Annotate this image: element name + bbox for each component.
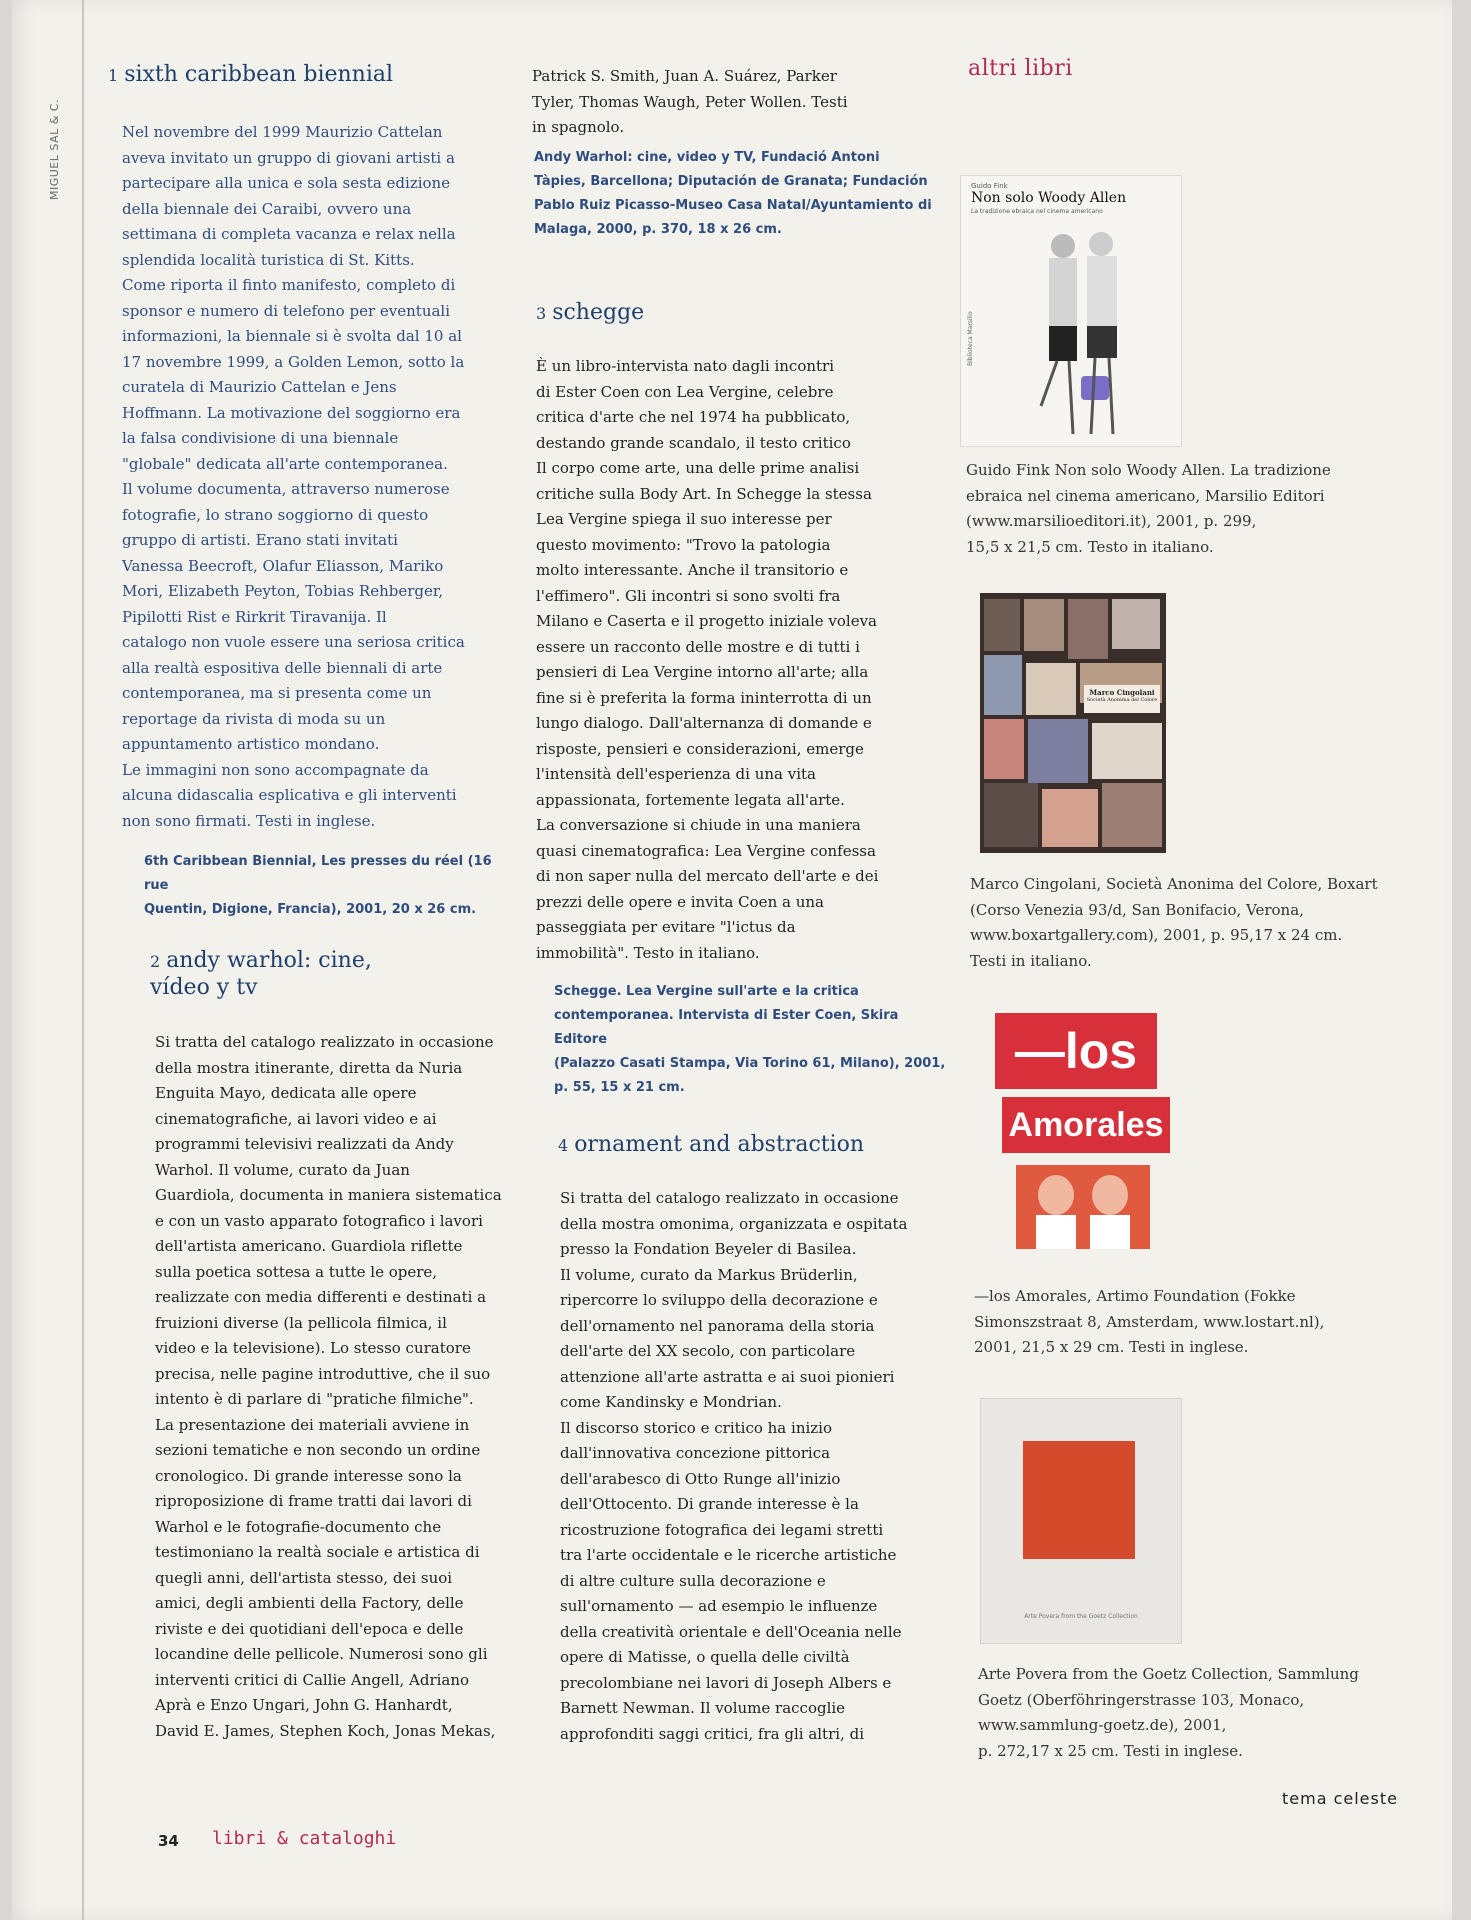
text-line: Guardiola, documenta in maniera sistematica <box>155 1186 502 1204</box>
text-line: e con un vasto apparato fotografico i lavori <box>155 1211 483 1230</box>
caption-line: 2001, 21,5 x 29 cm. Testi in inglese. <box>974 1338 1249 1356</box>
text-line: intento è di parlare di "pratiche filmiche". <box>155 1390 474 1408</box>
text-line: partecipare alla unica e sola sesta edizione <box>122 174 451 192</box>
text-line: tra l'arte occidentale e le ricerche artistiche <box>560 1546 897 1564</box>
text-line: "globale" dedicata all'arte contemporanea. <box>122 454 448 473</box>
text-line: alcuna didascalia esplicativa e gli interventi <box>122 786 457 804</box>
altri-libri-title: altri libri <box>968 56 1073 81</box>
text-line: catalogo non vuole essere una seriosa critica <box>122 633 465 651</box>
text-line: questo movimento: "Trovo la patologia <box>536 535 831 554</box>
book-cover-los-label: —los <box>995 1013 1157 1089</box>
text-line: della mostra omonima, organizzata e ospitata <box>560 1214 908 1233</box>
page-number: 34 <box>158 1832 179 1850</box>
text-line: dell'arte del XX secolo, con particolare <box>560 1342 856 1360</box>
cover-collage <box>980 593 1166 853</box>
caption-line: 6th Caribbean Biennial, Les presses du réel (16 rue <box>144 854 492 893</box>
section-2-body-continued <box>532 64 922 141</box>
caption-line: (Corso Venezia 93/d, San Bonifacio, Verona, <box>970 900 1304 919</box>
photo-credit: MIGUEL SAL & C. <box>48 99 61 200</box>
text-line: Enguita Mayo, dedicata alle opere <box>155 1084 417 1102</box>
text-line: Mori, Elizabeth Peyton, Tobias Rehberger, <box>122 582 444 600</box>
magazine-page <box>12 0 1452 1920</box>
text-line: Milano e Caserta e il progetto iniziale voleva <box>536 612 877 630</box>
text-line: fruizioni diverse (la pellicola filmica, il <box>155 1313 447 1332</box>
text-line: critiche sulla Body Art. In Schegge la stessa <box>536 484 872 503</box>
text-line: interventi critici di Callie Angell, Adriano <box>155 1670 470 1689</box>
section-2-body <box>155 1030 535 1744</box>
text-line: l'effimero". Gli incontri si sono svolti fra <box>536 586 841 605</box>
text-line: fotografie, lo strano soggiorno di questo <box>122 505 429 524</box>
section-2-heading <box>150 948 372 1001</box>
caption-line: 15,5 x 21,5 cm. Testo in italiano. <box>966 537 1214 556</box>
text-line: Nel novembre del 1999 Maurizio Cattelan <box>122 123 443 141</box>
text-line: essere un racconto delle mostre e di tutti i <box>536 637 860 656</box>
section-2-title-line1: andy warhol: cine, <box>166 948 372 973</box>
text-line: amici, degli ambienti della Factory, delle <box>155 1594 464 1612</box>
text-line: dell'Ottocento. Di grande interesse è la <box>560 1495 859 1513</box>
caption-line: ebraica nel cinema americano, Marsilio Editori <box>966 486 1325 505</box>
magazine-name: tema celeste <box>1282 1789 1398 1808</box>
text-line: approfonditi saggi critici, fra gli altri, di <box>560 1724 864 1743</box>
text-line: molto interessante. Anche il transitorio e <box>536 561 849 579</box>
text-line: opere di Matisse, o quella delle civiltà <box>560 1648 850 1666</box>
caption-line: —los Amorales, Artimo Foundation (Fokke <box>974 1287 1296 1305</box>
text-line: alla realtà espositiva delle biennali di arte <box>122 658 443 677</box>
text-line: programmi televisivi realizzati da Andy <box>155 1135 454 1153</box>
text-line: Patrick S. Smith, Juan A. Suárez, Parker <box>532 67 837 85</box>
text-line: sulla poetica sottesa a tutte le opere, <box>155 1262 438 1281</box>
page-fold <box>82 0 84 1920</box>
text-line: settimana di completa vacanza e relax nella <box>122 225 456 243</box>
caption-line: Marco Cingolani, Società Anonima del Colore, Boxart <box>970 875 1378 893</box>
section-3-body <box>536 354 936 966</box>
text-line: Pipilotti Rist e Rirkrit Tiravanija. Il <box>122 607 387 626</box>
caption-line: Malaga, 2000, p. 370, 18 x 26 cm. <box>534 222 782 237</box>
text-line: cronologico. Di grande interesse sono la <box>155 1466 462 1485</box>
text-line: locandine delle pellicole. Numerosi sono gli <box>155 1645 488 1663</box>
text-line: di Ester Coen con Lea Vergine, celebre <box>536 382 834 401</box>
text-line: splendida località turistica di St. Kitts. <box>122 250 415 269</box>
text-line: passeggiata per evitare "l'ictus da <box>536 918 796 936</box>
caption-line: Andy Warhol: cine, video y TV, Fundació Antoni <box>534 150 880 165</box>
text-line: È un libro-intervista nato dagli incontri <box>536 357 835 375</box>
text-line: precolombiane nei lavori di Joseph Albers e <box>560 1673 892 1692</box>
text-line: fine si è preferita la forma ininterrotta di un <box>536 688 872 707</box>
text-line: Il volume documenta, attraverso numerose <box>122 480 450 498</box>
book-cover-amorales-label: Amorales <box>1002 1097 1170 1153</box>
text-line: come Kandinsky e Mondrian. <box>560 1393 782 1411</box>
text-line: destando grande scandalo, il testo critico <box>536 433 851 452</box>
caption-line: Tàpies, Barcellona; Diputación de Granata; Fundación <box>534 174 928 189</box>
text-line: testimoniano la realtà sociale e artistica di <box>155 1543 480 1561</box>
text-line: presso la Fondation Beyeler di Basilea. <box>560 1240 857 1258</box>
text-line: l'intensità dell'esperienza di una vita <box>536 765 816 783</box>
section-4-body <box>560 1186 960 1747</box>
text-line: Il discorso storico e critico ha inizio <box>560 1418 833 1437</box>
section-name: libri & cataloghi <box>212 1828 397 1849</box>
text-line: appassionata, fortemente legata all'arte. <box>536 790 845 809</box>
text-line: precisa, nelle pagine introduttive, che il suo <box>155 1364 491 1383</box>
book-3-caption <box>974 1284 1394 1361</box>
text-line: Il volume, curato da Markus Brüderlin, <box>560 1265 858 1284</box>
text-line: quasi cinematografica: Lea Vergine confessa <box>536 841 876 860</box>
text-line: cinematografiche, ai lavori video e ai <box>155 1109 437 1128</box>
caption-line: Simonszstraat 8, Amsterdam, www.lostart.nl), <box>974 1312 1325 1331</box>
text-line: video e la televisione). Lo stesso curatore <box>155 1339 471 1357</box>
text-line: non sono firmati. Testi in inglese. <box>122 811 376 830</box>
text-line: Come riporta il finto manifesto, completo di <box>122 276 456 294</box>
text-line: della creatività orientale e dell'Oceania nelle <box>560 1622 902 1641</box>
text-line: Lea Vergine spiega il suo interesse per <box>536 510 832 528</box>
book-2-caption <box>970 872 1390 974</box>
text-line: Barnett Newman. Il volume raccoglie <box>560 1699 846 1717</box>
text-line: Warhol e le fotografie-documento che <box>155 1517 442 1536</box>
caption-line: p. 272,17 x 25 cm. Testi in inglese. <box>978 1741 1243 1760</box>
section-1-caption <box>144 850 504 922</box>
text-line: curatela di Maurizio Cattelan e Jens <box>122 378 397 396</box>
text-line: di non saper nulla del mercato dell'arte e dei <box>536 867 879 885</box>
section-3-heading <box>536 300 644 327</box>
section-1-body <box>122 120 502 834</box>
text-line: Warhol. Il volume, curato da Juan <box>155 1160 410 1179</box>
section-2-number: 2 <box>150 952 161 971</box>
caption-line: (www.marsilioeditori.it), 2001, p. 299, <box>966 512 1257 530</box>
cover-subtitle: Società Anonima del Colore <box>1086 697 1158 703</box>
text-line: immobilità". Testo in italiano. <box>536 943 760 962</box>
section-3-title: schegge <box>552 300 645 325</box>
text-line: la falsa condivisione di una biennale <box>122 429 399 447</box>
text-line: risposte, pensieri e considerazioni, emerge <box>536 739 864 758</box>
book-cover-non-solo-woody-allen <box>960 175 1182 447</box>
caption-line: Guido Fink Non solo Woody Allen. La tradizione <box>966 461 1331 479</box>
book-cover-amorales-photo <box>1016 1165 1150 1249</box>
cover-photo-masks <box>1016 1165 1150 1249</box>
caption-line: p. 55, 15 x 21 cm. <box>554 1080 685 1095</box>
cover-title: Marco Cingolani <box>1089 688 1155 697</box>
section-1-number: 1 <box>108 66 119 85</box>
text-line: quegli anni, dell'artista stesso, dei suoi <box>155 1568 453 1587</box>
text-line: Aprà e Enzo Ungari, John G. Hanhardt, <box>155 1696 453 1714</box>
text-line: di altre culture sulla decorazione e <box>560 1571 826 1590</box>
text-line: Vanessa Beecroft, Olafur Eliasson, Mariko <box>122 556 444 575</box>
text-line: della biennale dei Caraibi, ovvero una <box>122 199 412 218</box>
caption-line: www.sammlung-goetz.de), 2001, <box>978 1716 1227 1734</box>
section-1-heading <box>108 62 393 89</box>
text-line: Si tratta del catalogo realizzato in occasione <box>560 1189 899 1207</box>
section-4-heading <box>558 1132 864 1159</box>
text-line: riproposizione di frame tratti dai lavori di <box>155 1492 472 1510</box>
caption-line: contemporanea. Intervista di Ester Coen, Skira Editore <box>554 1008 899 1047</box>
text-line: dell'ornamento nel panorama della storia <box>560 1316 875 1335</box>
text-line: Tyler, Thomas Waugh, Peter Wollen. Testi <box>532 92 848 111</box>
caption-line: Quentin, Digione, Francia), 2001, 20 x 26 cm. <box>144 902 477 917</box>
text-line: appuntamento artistico mondano. <box>122 735 380 753</box>
text-line: attenzione all'arte astratta e ai suoi pionieri <box>560 1367 895 1386</box>
cover-text: Arte Povera from the Goetz Collection <box>1024 1613 1138 1620</box>
caption-line: Arte Povera from the Goetz Collection, Sammlung <box>978 1665 1359 1683</box>
cover-red-square <box>1023 1441 1135 1559</box>
text-line: in spagnolo. <box>532 118 625 136</box>
book-1-caption <box>966 458 1386 560</box>
book-4-caption <box>978 1662 1398 1764</box>
section-3-caption <box>554 980 954 1100</box>
text-line: sull'ornamento — ad esempio le influenze <box>560 1597 878 1615</box>
text-line: gruppo di artisti. Erano stati invitati <box>122 531 398 549</box>
section-2-title-line2: vídeo y tv <box>150 975 258 1000</box>
text-line: dell'artista americano. Guardiola riflette <box>155 1237 463 1255</box>
text-line: critica d'arte che nel 1974 ha pubblicato, <box>536 408 851 426</box>
section-3-number: 3 <box>536 304 547 323</box>
text-line: 17 novembre 1999, a Golden Lemon, sotto la <box>122 352 465 371</box>
text-line: dall'innovativa concezione pittorica <box>560 1444 831 1462</box>
text-line: La presentazione dei materiali avviene in <box>155 1415 470 1434</box>
cover-subtitle: La tradizione ebraica nel cinema americano <box>971 208 1103 215</box>
section-4-number: 4 <box>558 1136 569 1155</box>
caption-line: Goetz (Oberföhringerstrasse 103, Monaco, <box>978 1690 1305 1709</box>
cover-author: Guido Fink <box>971 182 1008 190</box>
section-4-title: ornament and abstraction <box>574 1132 865 1157</box>
text-line: sponsor e numero di telefono per eventuali <box>122 301 451 320</box>
caption-line: Pablo Ruiz Picasso-Museo Casa Natal/Ayuntamiento di <box>534 198 932 213</box>
text-line: Le immagini non sono accompagnate da <box>122 760 429 779</box>
text-line: informazioni, la biennale si è svolta dal 10 al <box>122 327 462 345</box>
text-line: prezzi delle opere e invita Coen a una <box>536 892 824 911</box>
section-1-title: sixth caribbean biennial <box>124 62 394 87</box>
book-cover-marco-cingolani <box>980 593 1166 853</box>
book-cover-arte-povera <box>980 1398 1182 1644</box>
text-line: reportage da rivista di moda su un <box>122 709 386 728</box>
cover-photo-two-figures <box>961 176 1181 446</box>
cover-title: Non solo Woody Allen <box>971 190 1127 206</box>
text-line: aveva invitato un gruppo di giovani artisti a <box>122 148 455 167</box>
text-line: David E. James, Stephen Koch, Jonas Mekas, <box>155 1721 496 1740</box>
section-2-caption <box>534 146 934 242</box>
text-line: della mostra itinerante, diretta da Nuria <box>155 1058 463 1077</box>
text-line: lungo dialogo. Dall'alternanza di domande e <box>536 714 872 732</box>
text-line: Il corpo come arte, una delle prime analisi <box>536 459 860 477</box>
text-line: pensieri di Lea Vergine intorno all'arte; alla <box>536 663 869 681</box>
caption-line: www.boxartgallery.com), 2001, p. 95,17 x 24 cm. <box>970 926 1343 944</box>
text-line: La conversazione si chiude in una maniera <box>536 816 861 834</box>
text-line: Hoffmann. La motivazione del soggiorno era <box>122 403 461 422</box>
caption-line: Testi in italiano. <box>970 951 1092 970</box>
caption-line: Schegge. Lea Vergine sull'arte e la critica <box>554 984 859 999</box>
text-line: realizzate con media differenti e destinati a <box>155 1288 487 1306</box>
text-line: riviste e dei quotidiani dell'epoca e delle <box>155 1619 464 1638</box>
text-line: ripercorre lo sviluppo della decorazione e <box>560 1291 878 1309</box>
cover-label <box>1084 685 1160 713</box>
text-line: contemporanea, ma si presenta come un <box>122 684 432 702</box>
caption-line: (Palazzo Casati Stampa, Via Torino 61, Milano), 2001, <box>554 1056 946 1071</box>
text-line: sezioni tematiche e non secondo un ordine <box>155 1441 481 1459</box>
text-line: dell'arabesco di Otto Runge all'inizio <box>560 1469 841 1488</box>
text-line: Si tratta del catalogo realizzato in occasione <box>155 1033 494 1051</box>
cover-spine: Biblioteca Marsilio <box>967 311 974 366</box>
text-line: ricostruzione fotografica dei legami stretti <box>560 1520 884 1539</box>
